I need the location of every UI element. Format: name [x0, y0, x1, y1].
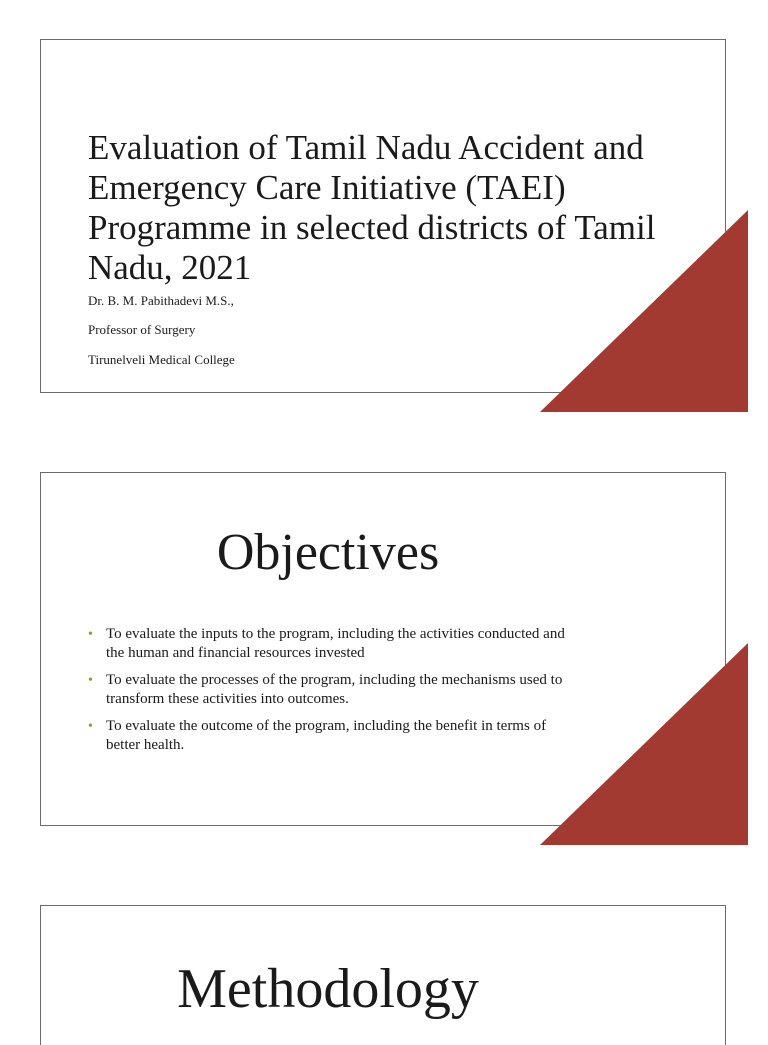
bullet-icon: • [88, 719, 93, 734]
list-item [86, 625, 576, 663]
bullet-icon: • [88, 673, 93, 688]
list-item [86, 717, 576, 755]
author-institution: Tirunelveli Medical College [88, 352, 235, 367]
objective-text: To evaluate the processes of the program, including the mechanisms used to transform these activities into outcomes. [106, 672, 563, 707]
bullet-icon: • [88, 627, 93, 642]
author-position: Professor of Surgery [88, 322, 196, 337]
methodology-heading: Methodology [177, 958, 479, 1020]
objective-text: To evaluate the outcome of the program, including the benefit in terms of better health. [106, 718, 547, 753]
slide-methodology [40, 905, 726, 1045]
list-item [86, 671, 576, 709]
presentation-title: Evaluation of Tamil Nadu Accident and Emergency Care Initiative (TAEI) Programme in selected districts of Tamil Nadu, 2021 [88, 128, 656, 287]
objectives-list [86, 625, 576, 763]
objective-text: To evaluate the inputs to the program, including the activities conducted and the human and financial resources invested [106, 626, 565, 661]
objectives-heading: Objectives [216, 524, 440, 581]
author-name: Dr. B. M. Pabithadevi M.S., [88, 293, 234, 308]
